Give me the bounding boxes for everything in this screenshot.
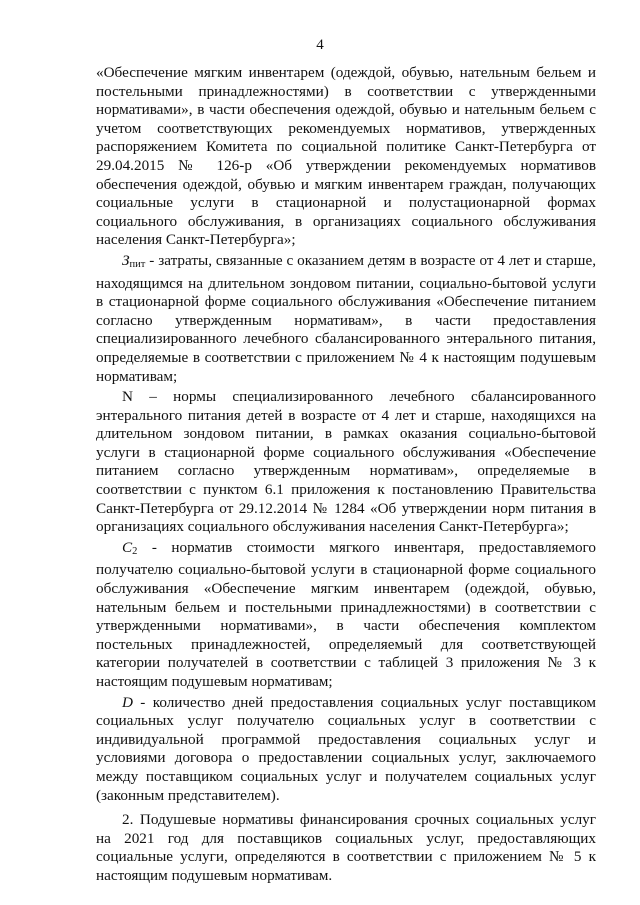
paragraph-soft-inventory-norm bbox=[96, 539, 596, 692]
paragraph-nutrition-norms bbox=[96, 388, 596, 537]
paragraph-feeding-costs-text: - затраты, связанные с оказанием детям в возрасте от 4 лет и старше, находящимся на длительном зондовом питании, социально-бытовой услуги в стационарной форме социального обслуживания «Обеспечение питанием согласно утвержденным нормативам», в части предоставления специализированного лечебного сбалансированного энтерального питания, определяемые в соответствии с приложением № 4 к настоящим подушевым нормативам; bbox=[96, 251, 596, 385]
paragraph-soft-inventory-norm-text: - норматив стоимости мягкого инвентаря, предоставляемого получателю социально-бытовой услуги в стационарной форме социального обслуживания «Обеспечение мягким инвентарем (одеждой, обувью, нательным бельем и постельными принадлежностями) в соответствии с утвержденными нормативами», в части обеспечения комплектом постельных принадлежностей, определяемый для соответствующей категории получателей в соответствии с таблицей 3 приложения № 3 к настоящим подушевым нормативам; bbox=[96, 538, 596, 690]
paragraph-inventory-continuation: «Обеспечение мягким инвентарем (одеждой, обувью, нательным бельем и постельными принадлежностями) в соответствии с утвержденными нормативами», в части обеспечения одеждой, обувью и нательным бельем с учетом соответствующих рекомендуемых нормативов, утвержденных распоряжением Комитета по социальной политике Санкт-Петербурга от 29.04.2015 № 126-р «Об утверждении рекомендуемых нормативов обеспечения одеждой, обувью и мягким инвентарем граждан, получающих социальные услуги в стационарной и полустационарной формах социального обслуживания, в организациях социального обслуживания населения Санкт-Петербурга»; bbox=[96, 64, 596, 249]
paragraph-service-days bbox=[96, 694, 596, 806]
document-body bbox=[96, 64, 596, 886]
paragraph-service-days-text: - количество дней предоставления социальных услуг поставщиком социальных услуг получателю социальных услуг в соответствии с индивидуальной программой предоставления социальных услуг и условиями договора о предоставлении социальных услуг, заключаемого между поставщиком социальных услуг и получателем социальных услуг (законным представителем). bbox=[96, 693, 596, 804]
page-number: 4 bbox=[316, 37, 324, 53]
symbol-d: D bbox=[122, 693, 133, 711]
symbol-z: З bbox=[122, 251, 130, 269]
paragraph-nutrition-norms-text: – нормы специализированного лечебного сбалансированного энтерального питания детей в возрасте от 4 лет и старше, находящихся на длительном зондовом питании, в рамках оказания социально-бытовой услуги в стационарной форме социального обслуживания «Обеспечение питанием согласно утвержденным нормативам», определяемые в соответствии с пунктом 6.1 приложения к постановлению Правительства Санкт-Петербурга от 29.12.2014 № 1284 «Об утверждении норм питания в организациях социального обслуживания населения Санкт-Петербурга»; bbox=[96, 388, 596, 536]
symbol-c-subscript: 2 bbox=[132, 545, 138, 557]
symbol-z-subscript: пит bbox=[129, 258, 146, 270]
paragraph-feeding-costs bbox=[96, 252, 596, 386]
symbol-n: N bbox=[122, 388, 133, 406]
symbol-c: C bbox=[122, 538, 133, 556]
paragraph-urgent-services: 2. Подушевые нормативы финансирования срочных социальных услуг на 2021 год для поставщиков социальных услуг, предоставляющих социальные услуги, определяются в соответствии с приложением № 5 к настоящим подушевым нормативам. bbox=[96, 811, 596, 884]
